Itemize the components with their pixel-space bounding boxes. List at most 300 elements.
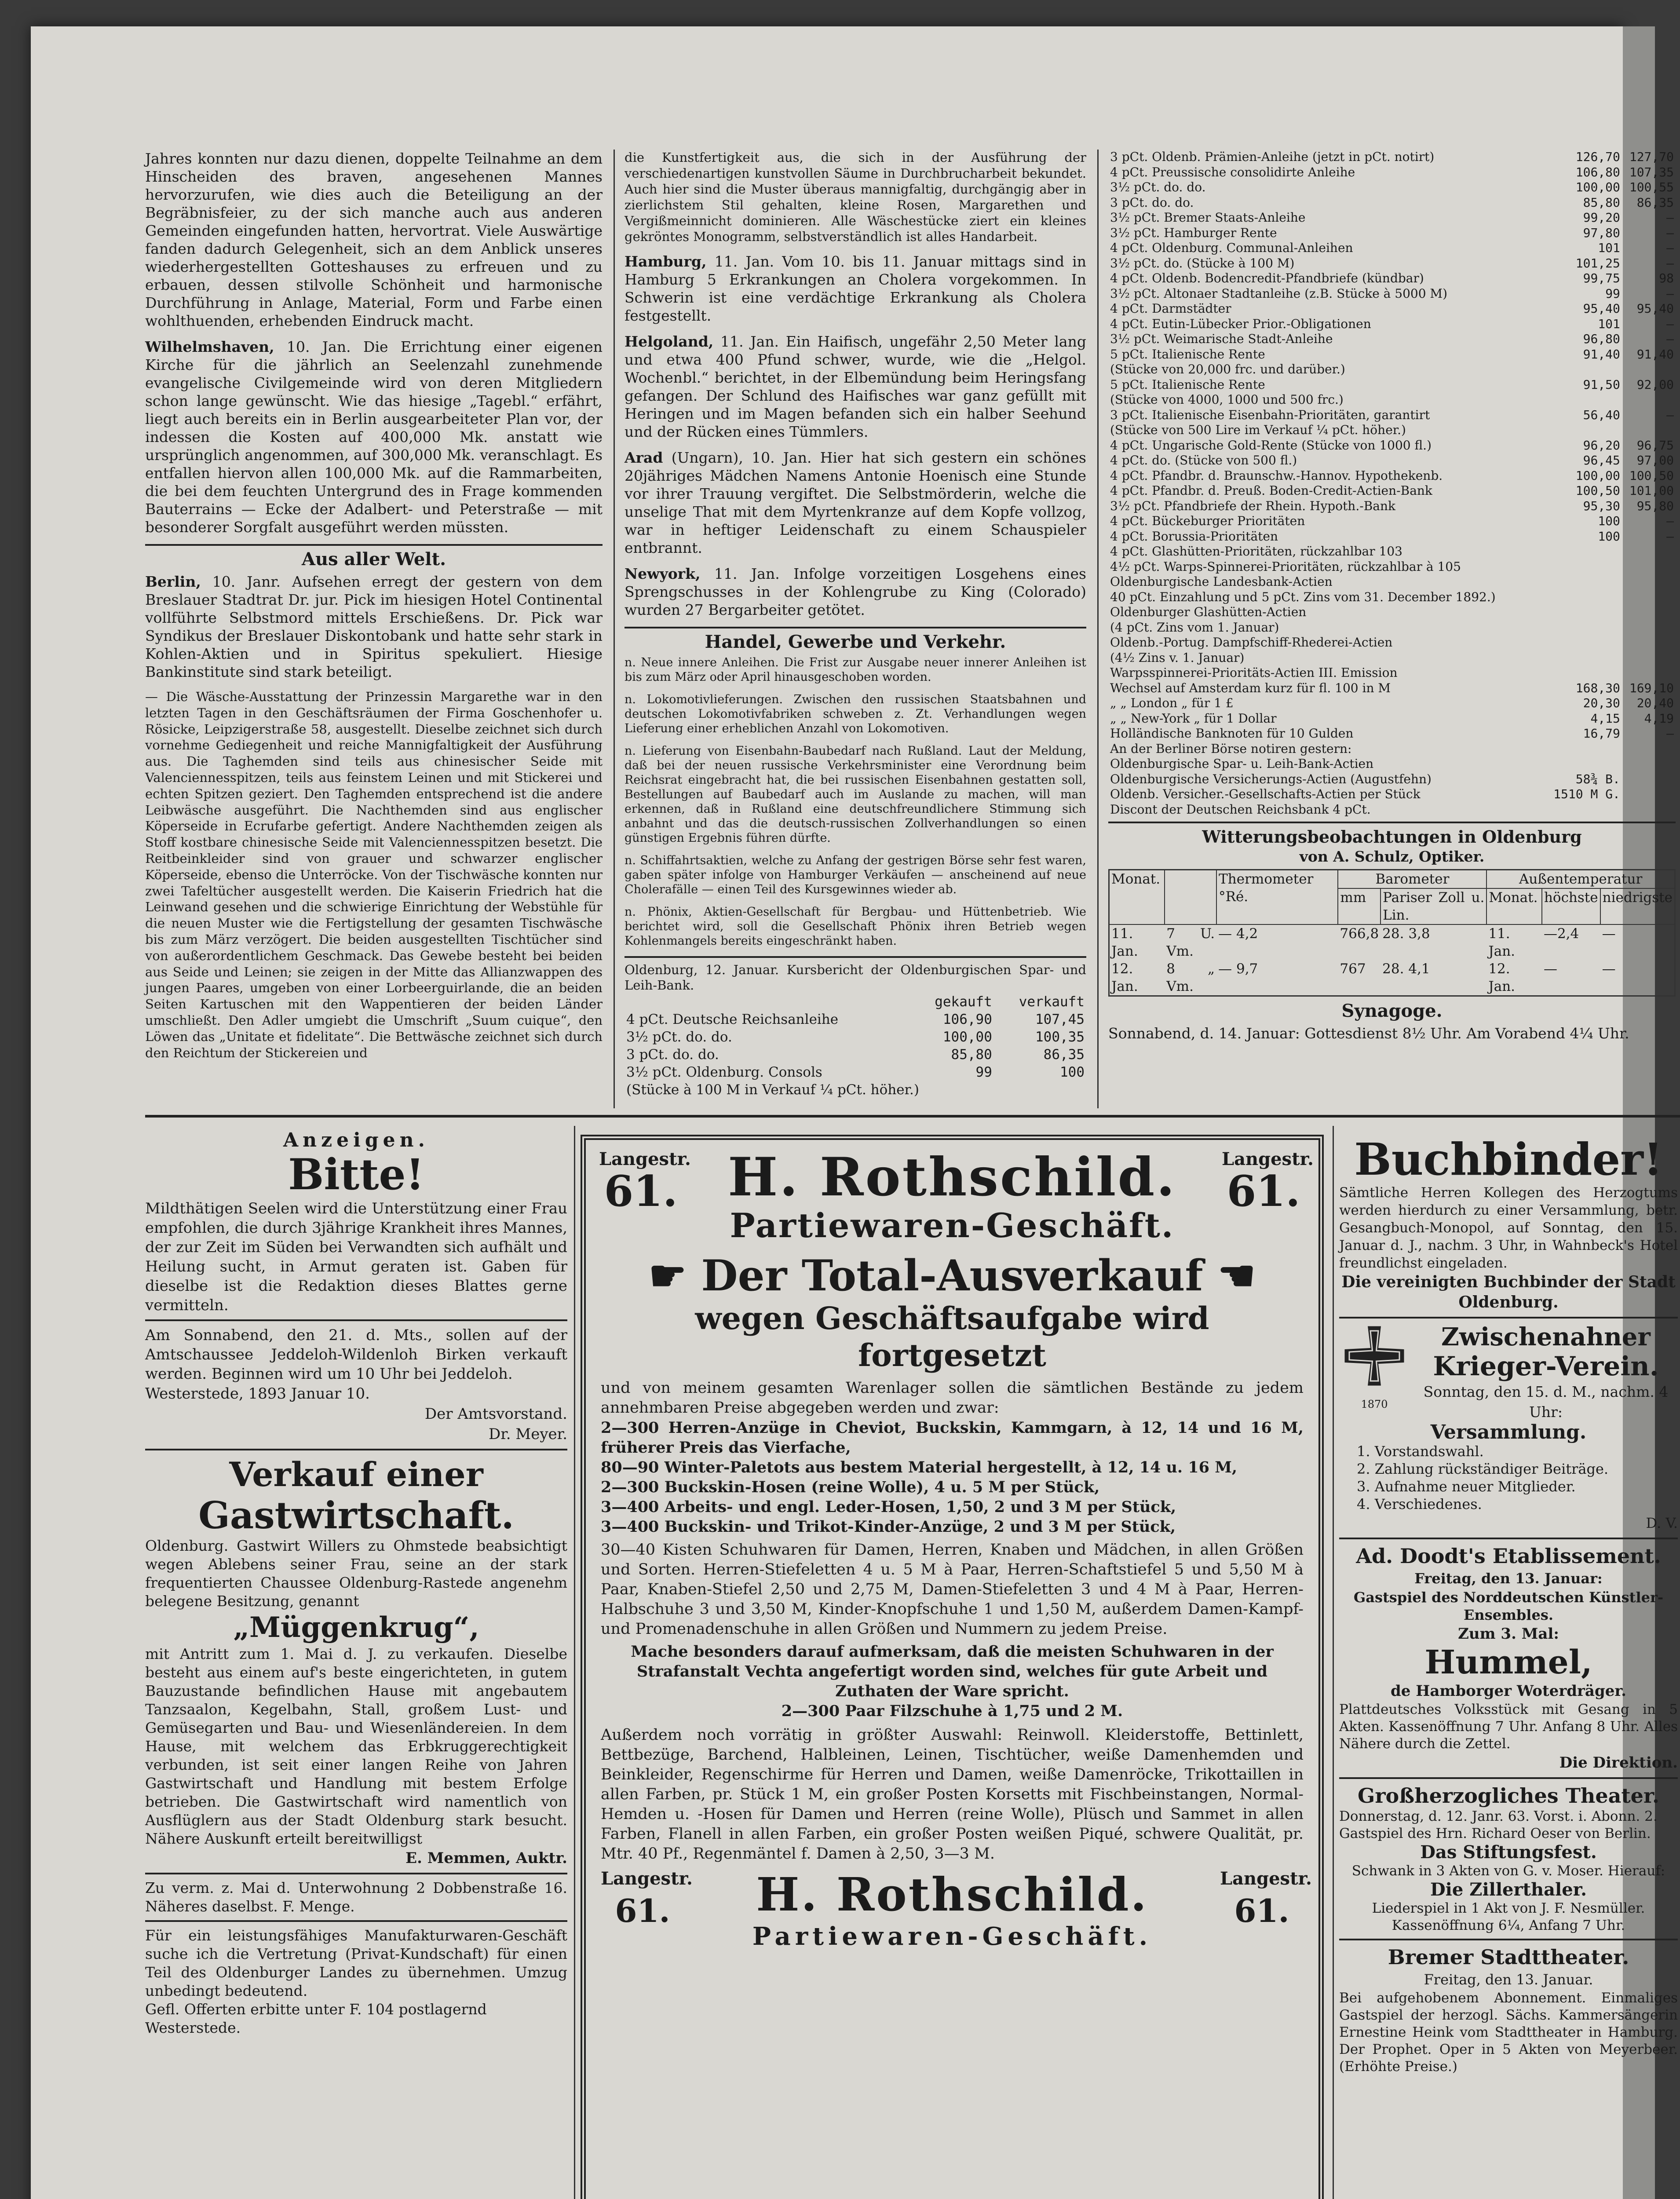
table-cell: 101 <box>1598 241 1620 255</box>
divider <box>145 1920 567 1922</box>
table-cell: — <box>1666 241 1674 255</box>
table-cell: 100,00 <box>942 1029 992 1045</box>
table-cell: 107,35 <box>1629 164 1674 179</box>
article-text: (Ungarn), 10. Jan. Hier hat sich gestern ein schönes 20jähriges Mädchen Namens Antonie Hoenisch eine Stunde vor ihrer Trauung vergiftet. Die Selbstmörderin, welche die unselige That mit dem Myrtenkranze auf dem Kopfe vollzog, war in heftiger Leidenschaft zu einem Schauspieler entbrannt. <box>625 449 1086 556</box>
table-cell: (Stücke von 500 Lire im Verkauf ¼ pCt. höher.) <box>1110 423 1406 437</box>
table-cell: 99 <box>975 1064 992 1080</box>
table-cell: 3½ pCt. do. do. <box>1110 180 1206 194</box>
table-cell: 3½ pCt. Weimarische Stadt-Anleihe <box>1110 332 1333 346</box>
column-news-1 <box>145 150 603 1069</box>
table-cell: 98 <box>1659 271 1674 285</box>
table-cell: 97,00 <box>1636 453 1674 468</box>
table-cell: 3½ pCt. do. (Stücke à 100 M) <box>1110 256 1295 270</box>
table-row <box>1108 559 1676 575</box>
cross-year: 1870 <box>1361 1398 1388 1410</box>
table-cell <box>1543 392 1622 408</box>
table-row <box>1108 544 1676 559</box>
ad-title: Krieger-Verein. <box>1433 1351 1659 1382</box>
article-text: 11. Jan. Ein Haifisch, ungefähr 2,50 Meter lang und etwa 400 Pfund schwer, wurde, wie die „Helgol. Wochenbl.“ berichtet, in der Elbemündung beim Heringsfang gefangen. Der Schlund des Haifisches war ganz gefüllt mit Heringen und im Magen befanden sich ein halber Seehund und der Rücken eines Tümmlers. <box>625 333 1086 440</box>
trade-news <box>625 655 1086 948</box>
trade-item: n. Lieferung von Eisenbahn-Baubedarf nach Rußland. Laut der Meldung, daß bei der neuen russische Verkehrsminister eine Verordnung beim Reichsrat eingebracht hat, die bei russischen Eisenbahnen gestatten soll, Bestellungen auf Baubedarf auch im Auslande zu machen, will man erkennen, daß in Rußland eine deutschfreundlichere Stimmung sich anbahnt und das die deutsch-russischen Zollverhandlungen so einen günstigen Ergebnis führen dürfte. <box>625 744 1086 845</box>
table-row <box>1108 256 1676 271</box>
table-cell <box>1543 650 1622 666</box>
table-cell: 4 pCt. Eutin-Lübecker Prior.-Obligationen <box>1110 316 1371 331</box>
table-cell: 96,45 <box>1583 453 1620 468</box>
table-cell: Wechsel auf Amsterdam kurz für fl. 100 in M <box>1110 680 1391 695</box>
article-church: Jahres konnten nur dazu dienen, doppelte Teilnahme an dem Hinscheiden des braven, angesehenen Mannes hervorzurufen, wie dies auch die Beteiligung an der Begräbnisfeier, zu der sich manche auch aus anderen Gemeinden eingefunden hatten, hervortrat. Viele Auswärtige fanden dadurch Gelegenheit, sich an dem Anblick unseres wiederhergestellten Gotteshauses zu erfreuen und zu erbauen, dessen stilvolle Schönheit und harmonische Durchführung in Anlage, Material, Form und Farbe einen wohlthuenden, erhebenden Eindruck macht. <box>145 150 603 329</box>
table-cell <box>1543 605 1622 620</box>
divider <box>1339 1538 1678 1539</box>
ad-title: Großherzogliches Theater. <box>1358 1784 1659 1808</box>
table-row <box>1108 514 1676 529</box>
table-cell <box>1543 559 1622 575</box>
ad-text: Zum 3. Mal: <box>1458 1625 1559 1643</box>
krieger-block <box>1339 1323 1678 1422</box>
offer-item: 80—90 Winter-Paletots aus bestem Material hergestellt, à 12, 14 u. 16 M, <box>601 1458 1238 1476</box>
table-row <box>1109 960 1675 996</box>
table-cell: — <box>1666 256 1674 270</box>
column-header: mm <box>1338 888 1381 924</box>
synagogue-title: Synagoge. <box>1341 1001 1443 1021</box>
ad-text: Gastspiel des Norddeutschen Künstler-Ensembles. <box>1353 1589 1664 1623</box>
ad-title: Die Zillerthaler. <box>1430 1879 1587 1900</box>
table-cell: 4½ pCt. Warps-Spinnerei-Prioritäten, rückzahlbar à 105 <box>1110 559 1461 574</box>
table-cell: „ „ London „ für 1 £ <box>1110 696 1234 710</box>
ad-text: Sämtliche Herren Kollegen des Herzogtums werden hierdurch zu einer Versammlung, betr. Gesangbuch-Monopol, auf Sonntag, den 15. Januar d. J., nachm. 3 Uhr, in Wahnbeck's Hotel freundlichst eingeladen. <box>1339 1185 1678 1271</box>
column-header: Barometer <box>1338 870 1486 889</box>
table-cell <box>1622 742 1676 757</box>
article-helgoland <box>625 332 1086 441</box>
ad-date: Freitag, den 13. Januar. <box>1424 1971 1593 1988</box>
table-cell <box>1543 574 1622 590</box>
article-hamburg <box>625 252 1086 325</box>
table-cell: Oldenb. Versicher.-Gesellschafts-Actien per Stück <box>1110 787 1421 801</box>
table-cell: 100,50 <box>1575 483 1620 498</box>
table-cell: — <box>1666 210 1674 225</box>
table-row <box>1108 726 1676 742</box>
table-row <box>625 1028 1086 1046</box>
table-cell <box>1622 362 1676 377</box>
ad-text: Mildthätigen Seelen wird die Unterstützung einer Frau empfohlen, die durch 3jährige Krankheit ihres Mannes, der zur Zeit im Süden bei Verwandten sich aufhält und Heilung sucht, in Armut geraten ist. Gaben für dieselbe ist die Redaktion dieses Blattes gerne vermitteln. <box>145 1200 567 1314</box>
table-cell: 11. Jan. <box>1488 926 1516 959</box>
table-row <box>625 1063 1086 1081</box>
table-row <box>1108 650 1676 666</box>
table-row <box>1108 362 1676 377</box>
ad-text: Zu verm. z. Mai d. Unterwohnung 2 Dobbenstraße 16. Näheres daselbst. F. Menge. <box>145 1879 567 1915</box>
section-heading: Aus aller Welt. <box>301 549 446 570</box>
table-cell: 4 pCt. Ungarische Gold-Rente (Stücke von 1000 fl.) <box>1110 438 1432 453</box>
table-cell: 100 <box>1598 514 1620 528</box>
table-cell <box>1622 635 1676 650</box>
table-cell: 100,00 <box>1575 468 1620 483</box>
table-cell: 3 pCt. Oldenb. Prämien-Anleihe (jetzt in pCt. notirt) <box>1110 150 1435 164</box>
table-cell: 99,75 <box>1583 271 1620 285</box>
table-cell: — <box>1666 286 1674 301</box>
table-cell: 4,19 <box>1644 711 1674 726</box>
table-row <box>1108 453 1676 468</box>
table-cell: — <box>1666 332 1674 346</box>
table-header <box>625 993 1086 1011</box>
column-divider <box>1333 1126 1334 2199</box>
dateline: Arad <box>625 449 663 466</box>
table-cell: 106,80 <box>1575 164 1620 179</box>
address-label: Langestr. <box>1220 1868 1312 1889</box>
table-cell: 97,80 <box>1583 225 1620 240</box>
table-cell: 4 pCt. do. (Stücke von 500 fl.) <box>1110 453 1297 468</box>
table-cell <box>1622 787 1676 802</box>
ad-text: Oldenburg. Gastwirt Willers zu Ohmstede beabsichtigt wegen Ablebens seiner Frau, seine an der stark frequentierten Chaussee Oldenburg-Rastede angenehm belegene Besitzung, genannt <box>145 1537 567 1610</box>
column-news-2 <box>625 150 1086 1099</box>
krieger-text <box>1414 1323 1678 1422</box>
table-cell: 12. Jan. <box>1488 961 1516 994</box>
table-cell: 100,55 <box>1629 180 1674 194</box>
address-number: 61. <box>604 1166 678 1216</box>
table-cell: 107,45 <box>1035 1012 1085 1027</box>
table-cell: 4,15 <box>1590 711 1620 726</box>
trade-item: n. Lokomotivlieferungen. Zwischen den russischen Staatsbahnen und deutschen Lokomotivfabriken schweben z. Zt. Verhandlungen wegen Lieferung einer erheblichen Anzahl von Lokomotiven. <box>625 693 1086 735</box>
shop-subtitle: Partiewaren-Geschäft. <box>752 1922 1152 1951</box>
table-row <box>1108 438 1676 453</box>
table-cell: 4 pCt. Deutsche Reichsanleihe <box>626 1012 839 1027</box>
table-cell: 106,90 <box>942 1012 992 1027</box>
table-cell <box>1543 590 1622 605</box>
shop-name: H. Rothschild. <box>727 1146 1177 1208</box>
table-cell: —2,4 <box>1543 926 1579 942</box>
column-divider <box>614 150 615 1108</box>
table-row <box>625 1081 1086 1099</box>
ad-title: Hummel, <box>1424 1644 1592 1681</box>
dateline: Berlin, <box>145 573 201 590</box>
weather-subtitle: von A. Schulz, Optiker. <box>1299 848 1485 865</box>
table-row <box>625 1046 1086 1063</box>
table-cell: 101,00 <box>1629 483 1674 498</box>
ads-left <box>145 1130 567 2037</box>
ad-text: Am Sonnabend, den 21. d. Mts., sollen auf der Amtschaussee Jeddeloh-Wildenloh Birken verkauft werden. Beginnen wird um 10 Uhr bei Jeddeloh. <box>145 1326 567 1383</box>
table-cell: 96,75 <box>1636 438 1674 453</box>
table-row <box>1108 772 1676 787</box>
table-row <box>1108 620 1676 636</box>
table-cell: — <box>1666 225 1674 240</box>
table-cell: 11. Jan. <box>1111 926 1138 959</box>
table-cell <box>1622 620 1676 636</box>
table-cell: „ „ New-York „ für 1 Dollar <box>1110 711 1277 726</box>
newspaper-page <box>145 150 1680 2199</box>
table-row <box>1108 377 1676 393</box>
table-row <box>1108 802 1676 818</box>
divider <box>145 1319 567 1321</box>
ad-title: Bitte! <box>288 1150 424 1199</box>
table-cell <box>1543 544 1622 559</box>
table-row <box>1108 301 1676 317</box>
table-cell: 3½ pCt. Altonaer Stadtanleihe (z.B. Stücke à 5000 M) <box>1110 286 1448 301</box>
table-cell: Oldenburger Glashütten-Actien <box>1110 605 1307 619</box>
table-cell: 85,80 <box>1583 195 1620 210</box>
price-table <box>625 993 1086 1099</box>
table-cell: (Stücke von 20,000 frc. und darüber.) <box>1110 362 1345 376</box>
table-cell: — <box>1602 961 1616 977</box>
article-text: 10. Jan. Die Errichtung einer eigenen Kirche für die jährlich an Seelenzahl zunehmende evangelische Civilgemeinde wird von deren Mitgliedern schon lange gewünscht. Wie das hiesige „Tagebl.“ erfährt, liegt auch bereits ein in Berlin ausgearbeiteter Plan vor, der indessen die Kosten auf 400,000 Mk. anstatt wie ursprünglich angenommen, auf 300,000 Mk. veranschlagt. Es entfallen hiervon allen 100,000 Mk. auf die Rammarbeiten, die bei dem feuchten Untergrund des in Frage kommenden Bauterrains — Ecke der Adalbert- und Peterstraße — mit besonderer Sorgfalt ausgeführt werden müssten. <box>145 338 603 536</box>
offer-item: 2—300 Herren-Anzüge in Cheviot, Buckskin, Kammgarn, à 12, 14 und 16 M, früherer Preis das Vierfache, <box>601 1419 1304 1457</box>
ad-text: Plattdeutsches Volksstück mit Gesang in 5 Akten. Kassenöffnung 7 Uhr. Anfang 8 Uhr. Alles Nähere durch die Zettel. <box>1339 1702 1678 1752</box>
trade-item: n. Neue innere Anleihen. Die Frist zur Ausgabe neuer innerer Anleihen ist bis zum März oder April hinausgeschoben worden. <box>625 656 1086 684</box>
article-text: 11. Jan. Infolge vorzeitigen Losgehens eines Sprengschusses in der Kohlengrube zu King (Colorado) wurden 27 Bergarbeiter getötet. <box>625 565 1086 618</box>
table-cell: An der Berliner Börse notiren gestern: <box>1110 741 1352 756</box>
table-cell: 5 pCt. Italienische Rente <box>1110 377 1265 392</box>
table-row <box>1108 742 1676 757</box>
table-cell: 20,30 <box>1583 696 1620 710</box>
article-newyork <box>625 565 1086 619</box>
table-cell: 85,80 <box>951 1047 992 1063</box>
ad-title: Das Stiftungsfest. <box>1420 1842 1597 1863</box>
address-label: Langestr. <box>1222 1149 1314 1169</box>
offer-item: 2—300 Paar Filzschuhe à 1,75 und 2 M. <box>781 1702 1123 1720</box>
table-cell <box>1543 423 1622 438</box>
table-cell: 100 <box>1060 1064 1085 1080</box>
table-cell: 100,35 <box>1035 1029 1085 1045</box>
table-cell: 58¾ B. <box>1575 771 1620 786</box>
table-cell: Warpsspinnerei-Prioritäts-Actien III. Emission <box>1110 665 1398 680</box>
table-cell: 91,50 <box>1583 377 1620 392</box>
ad-text: de Hamborger Woterdräger. <box>1391 1682 1626 1700</box>
offer-note: Mache besonders darauf aufmerksam, daß die meisten Schuhwaren in der Strafanstalt Vechta angefertigt worden sind, welches für gute Arbeit und Zuthaten der Ware spricht. <box>631 1643 1274 1700</box>
ad-signature: D. V. <box>1646 1515 1678 1531</box>
table-row <box>1108 180 1676 195</box>
ad-text: Schwank in 3 Akten von G. v. Moser. Hierauf: <box>1351 1863 1665 1879</box>
table-cell: — <box>1666 407 1674 422</box>
table-cell: 20,40 <box>1636 696 1674 710</box>
table-cell: Oldenburgische Landesbank-Actien <box>1110 574 1333 589</box>
table-cell: 99 <box>1605 286 1620 301</box>
divider <box>1108 822 1676 823</box>
table-cell: — <box>1666 529 1674 544</box>
pointing-hand-icon: ☛ <box>648 1251 687 1300</box>
ad-title: Zwischenahner <box>1441 1322 1651 1352</box>
table-cell: 96,80 <box>1583 332 1620 346</box>
ad-title: Verkauf einer <box>229 1455 483 1494</box>
ad-title: Ad. Doodt's Etablissement. <box>1356 1544 1661 1568</box>
table-row <box>1108 574 1676 590</box>
shop-name: H. Rothschild. <box>756 1867 1148 1921</box>
table-row <box>1108 711 1676 727</box>
table-row <box>1108 347 1676 362</box>
ad-text: Donnerstag, d. 12. Janr. 63. Vorst. i. Abonn. 2. Gastspiel des Hrn. Richard Oeser von Berlin. <box>1339 1808 1658 1841</box>
table-cell: 3½ pCt. Hamburger Rente <box>1110 225 1277 240</box>
table-row <box>1108 605 1676 620</box>
iron-cross-icon <box>1341 1323 1407 1389</box>
table-cell: 3 pCt. do. do. <box>1110 195 1194 210</box>
ads-right <box>1339 1135 1678 2075</box>
ad-date: Sonntag, den 15. d. M., nachm. 4 Uhr: <box>1423 1383 1669 1421</box>
agenda-list <box>1339 1443 1678 1513</box>
ads-heading: Anzeigen. <box>283 1129 429 1151</box>
table-cell <box>1622 544 1676 559</box>
table-cell: 96,20 <box>1583 438 1620 453</box>
table-row <box>1108 681 1676 696</box>
address-number: 61. <box>1227 1166 1300 1216</box>
agenda-item: 1. Vorstandswahl. <box>1357 1443 1484 1460</box>
ad-text: Liederspiel in 1 Akt von J. F. Nesmüller. Kassenöffnung 6¼, Anfang 7 Uhr. <box>1372 1900 1645 1933</box>
column-header: Monat. <box>1486 888 1542 924</box>
table-row <box>1108 635 1676 650</box>
table-cell <box>1622 423 1676 438</box>
address-left <box>599 1149 691 1216</box>
table-cell <box>1543 635 1622 650</box>
table-row <box>1108 408 1676 423</box>
table-cell: 56,40 <box>1583 407 1620 422</box>
ad-signature: Die vereinigten Buchbinder der Stadt Oldenburg. <box>1341 1273 1676 1311</box>
offer-item: 2—300 Buckskin-Hosen (reine Wolle), 4 u. 5 M per Stück, <box>601 1478 1100 1496</box>
ad-text: Gefl. Offerten erbitte unter F. 104 postlagernd Westerstede. <box>145 2001 487 2036</box>
address-left <box>601 1868 693 1933</box>
table-row <box>1108 286 1676 302</box>
table-cell: 5 pCt. Italienische Rente <box>1110 347 1265 362</box>
agenda-item: 3. Aufnahme neuer Mitglieder. <box>1357 1478 1576 1495</box>
ad-signature: Die Direktion. <box>1559 1754 1678 1772</box>
table-cell: 3 pCt. do. do. <box>626 1047 719 1063</box>
agenda-item: 4. Verschiedenes. <box>1357 1496 1482 1512</box>
table-cell: 92,00 <box>1636 377 1674 392</box>
ad-title: Versammlung. <box>1430 1421 1587 1443</box>
table-cell: 3½ pCt. Oldenburg. Consols <box>626 1064 822 1080</box>
divider <box>145 1449 567 1450</box>
weather-table <box>1108 869 1676 997</box>
dateline: Newyork, <box>625 565 701 582</box>
sale-title: Der Total-Ausverkauf <box>701 1251 1203 1300</box>
ad-signature: E. Memmen, Auktr. <box>405 1849 567 1867</box>
table-cell: Oldenburgische Spar- u. Leih-Bank-Actien <box>1110 756 1374 771</box>
table-row <box>1108 195 1676 211</box>
weather-title: Witterungsbeobachtungen in Oldenburg <box>1202 827 1582 847</box>
table-cell: — <box>1666 316 1674 331</box>
divider <box>1339 1777 1678 1779</box>
column-header: Monat. <box>1109 870 1165 925</box>
table-row <box>1108 499 1676 514</box>
table-cell: (Stücke von 4000, 1000 und 500 frc.) <box>1110 392 1344 407</box>
column-divider <box>574 1126 575 2199</box>
column-header <box>1165 870 1216 925</box>
table-cell: 4 pCt. Pfandbr. d. Preuß. Boden-Credit-Actien-Bank <box>1110 483 1432 498</box>
column-stocks <box>1108 150 1676 1042</box>
ad-text: Für ein leistungsfähiges Manufakturwaren-Geschäft suche ich die Vertretung (Privat-Kundschaft) für einen Teil des Oldenburger Landes zu übernehmen. Umzug unbedingt bedeutend. <box>145 1927 567 1999</box>
ad-signature: Dr. Meyer. <box>489 1425 567 1443</box>
table-header <box>1109 870 1675 889</box>
table-cell <box>1543 756 1622 772</box>
table-cell: 12. Jan. <box>1111 961 1138 994</box>
table-cell <box>1622 756 1676 772</box>
table-cell: 3½ pCt. do. do. <box>626 1029 732 1045</box>
table-cell: 7 U. Vm. <box>1166 926 1215 959</box>
table-cell: 4 pCt. Oldenb. Bodencredit-Pfandbriefe (kündbar) <box>1110 271 1424 285</box>
table-cell: 91,40 <box>1636 347 1674 362</box>
table-row <box>1108 665 1676 681</box>
trade-item: n. Schiffahrtsaktien, welche zu Anfang der gestrigen Börse sehr fest waren, gaben später infolge von Hamburger Verkäufen — anscheinend auf neue Cholerafälle — einen Teil des Kursgewinnes wieder ab. <box>625 854 1086 896</box>
table-cell: 91,40 <box>1583 347 1620 362</box>
address-right <box>1220 1868 1312 1933</box>
table-cell: 86,35 <box>1043 1047 1085 1063</box>
table-cell: — <box>1543 961 1557 977</box>
table-cell: 100 <box>1598 529 1620 544</box>
article-text: 10. Janr. Aufsehen erregt der gestern von dem Breslauer Stadtrat Dr. jur. Pick im hiesigen Hotel Continental vollführte Selbstmord mittels Erschießens. Dr. Pick war Syndikus der Breslauer Diskontobank und hatte sehr stark in Kohlen-Aktien und in Spiritus spekuliert. Hiesige Bankinstitute sind stark beteiligt. <box>145 573 603 680</box>
table-cell: 40 pCt. Einzahlung und 5 pCt. Zins vom 31. December 1892.) <box>1110 589 1496 604</box>
iron-cross-emblem <box>1339 1323 1410 1414</box>
address-label: Langestr. <box>601 1868 693 1889</box>
table-cell <box>1543 665 1622 681</box>
dateline: Wilhelmshaven, <box>145 338 274 355</box>
table-cell: 101,25 <box>1575 256 1620 270</box>
table-cell <box>1622 392 1676 408</box>
table-cell <box>1622 590 1676 605</box>
agenda-item: 2. Zahlung rückständiger Beiträge. <box>1357 1461 1609 1477</box>
article-berlin <box>145 573 603 681</box>
column-header: gekauft <box>935 994 992 1010</box>
ad-text: mit Antritt zum 1. Mai d. J. zu verkaufen. Dieselbe besteht aus einem auf's beste eingerichteten, in gutem Bauzustande befindlichen Hause mit angebautem Tanzsaalon, Kegelbahn, Stall, großem Lust- und Gemüsegarten und Bau- und Wiesenländereien. In dem Hause, mit welchem das Erbkruggerechtigkeit verbunden, ist seit einer langen Reihe von Jahren Gastwirtschaft und Handlung mit bestem Erfolge betrieben. Die Gastwirtschaft wird namentlich von Ausflüglern aus der Stadt Oldenburg stark besucht. Nähere Auskunft erteilt bereitwilligst <box>145 1645 567 1847</box>
table-row <box>1108 787 1676 802</box>
table-row <box>1108 468 1676 484</box>
offer-item: 30—40 Kisten Schuhwaren für Damen, Herren, Knaben und Mädchen, in allen Größen und Sorten. Herren-Stiefeletten 4 u. 5 M à Paar, Herren-Schaftstiefel 5 und 5,50 M à Paar, Knaben-Stiefel 2,50 und 2,75 M, Damen-Stiefeletten 3 und 4 M à Paar, Herren-Halbschuhe 3 und 3,50 M, Kinder-Knopfschuhe 1 und 1,50 M, außerdem Damen-Kampf- und Promenadenschuhe in allen Größen und Nummern zu jedem Preise. <box>601 1541 1304 1638</box>
table-cell: 4 pCt. Glashütten-Prioritäten, rückzahlbar 103 <box>1110 544 1402 559</box>
price-report-heading: Oldenburg, 12. Januar. Kursbericht der Oldenburgischen Spar- und Leih-Bank. <box>625 962 1086 993</box>
ad-title: Bremer Stadttheater. <box>1388 1945 1629 1969</box>
ad-text: und von meinem gesamten Warenlager sollen die sämtlichen Bestände zu jedem annehmbaren Preise abgegeben werden und zwar: <box>601 1379 1304 1417</box>
table-row <box>1108 317 1676 332</box>
table-row <box>1108 150 1676 165</box>
table-row <box>1108 241 1676 256</box>
ad-title: Gastwirtschaft. <box>198 1494 514 1537</box>
table-row <box>1108 165 1676 180</box>
table-cell: 1510 M G. <box>1553 787 1620 801</box>
table-cell: 8 „ Vm. <box>1166 961 1215 994</box>
table-cell: (4½ Zins v. 1. Januar) <box>1110 650 1245 665</box>
stock-table <box>1108 150 1676 817</box>
table-cell: 28. 3,8 <box>1382 926 1430 942</box>
dateline: Helgoland, <box>625 333 714 350</box>
column-header: Außentemperatur <box>1486 870 1675 889</box>
table-row <box>1108 332 1676 347</box>
table-cell: 99,20 <box>1583 210 1620 225</box>
table-cell: Holländische Banknoten für 10 Gulden <box>1110 726 1354 741</box>
sale-subtitle: wegen Geschäftsaufgabe wird fortgesetzt <box>695 1300 1209 1373</box>
table-row <box>1108 696 1676 711</box>
ad-text: Außerdem noch vorrätig in größter Auswahl: Reinwoll. Kleiderstoffe, Bettinlett, Bettbezüge, Barchend, Halbleinen, Leinen, Tischtücher, weiße Damenhemden und Beinkleider, Regenschirme für Herren und Damen, weiße Damenröcke, Trikottaillen in allen Farben, pr. Stück 1 M, ein großer Posten Korsetts mit Fischbeinstangen, Normal-Hemden u. -Hosen für Damen und Herren (reine Wolle), Plüsch und Sammet in allen Farben, Flanell in allen Farben, ein großer Posten weißen Piqué, schwere Qualität, pr. Mtr. 40 Pf., Regenmäntel f. Damen à 2,50, 3—3 M. <box>601 1726 1304 1863</box>
table-cell: 127,70 <box>1629 150 1674 164</box>
offer-item: 3—400 Arbeits- und engl. Leder-Hosen, 1,50, 2 und 3 M per Stück, <box>601 1498 1176 1516</box>
table-cell: 95,80 <box>1636 498 1674 513</box>
table-cell: 767 <box>1340 961 1366 977</box>
table-row <box>1108 271 1676 286</box>
table-cell: Discont der Deutschen Reichsbank 4 pCt. <box>1110 802 1371 817</box>
divider <box>145 544 603 546</box>
table-cell: Oldenburgische Versicherungs-Actien (Augustfehn) <box>1110 771 1432 786</box>
table-cell: — 9,7 <box>1218 961 1258 977</box>
table-cell: 169,10 <box>1629 680 1674 695</box>
table-cell <box>1622 665 1676 681</box>
table-cell <box>1622 802 1676 818</box>
table-cell: 101 <box>1598 316 1620 331</box>
table-row <box>1108 590 1676 605</box>
table-cell: 766,8 <box>1340 926 1379 942</box>
column-header: Thermometer °Ré. <box>1216 870 1338 925</box>
table-cell: (Stücke à 100 M in Verkauf ¼ pCt. höher.) <box>626 1082 919 1098</box>
table-cell: 168,30 <box>1575 680 1620 695</box>
table-cell: 4 pCt. Preussische consolidirte Anleihe <box>1110 164 1355 179</box>
table-cell: 28. 4,1 <box>1382 961 1430 977</box>
divider <box>625 627 1086 628</box>
table-row <box>1108 529 1676 544</box>
table-cell <box>1543 802 1622 818</box>
table-cell <box>1543 742 1622 757</box>
ad-title: Buchbinder! <box>1354 1133 1663 1185</box>
table-cell: Oldenb.-Portug. Dampfschiff-Rhederei-Actien <box>1110 635 1393 650</box>
